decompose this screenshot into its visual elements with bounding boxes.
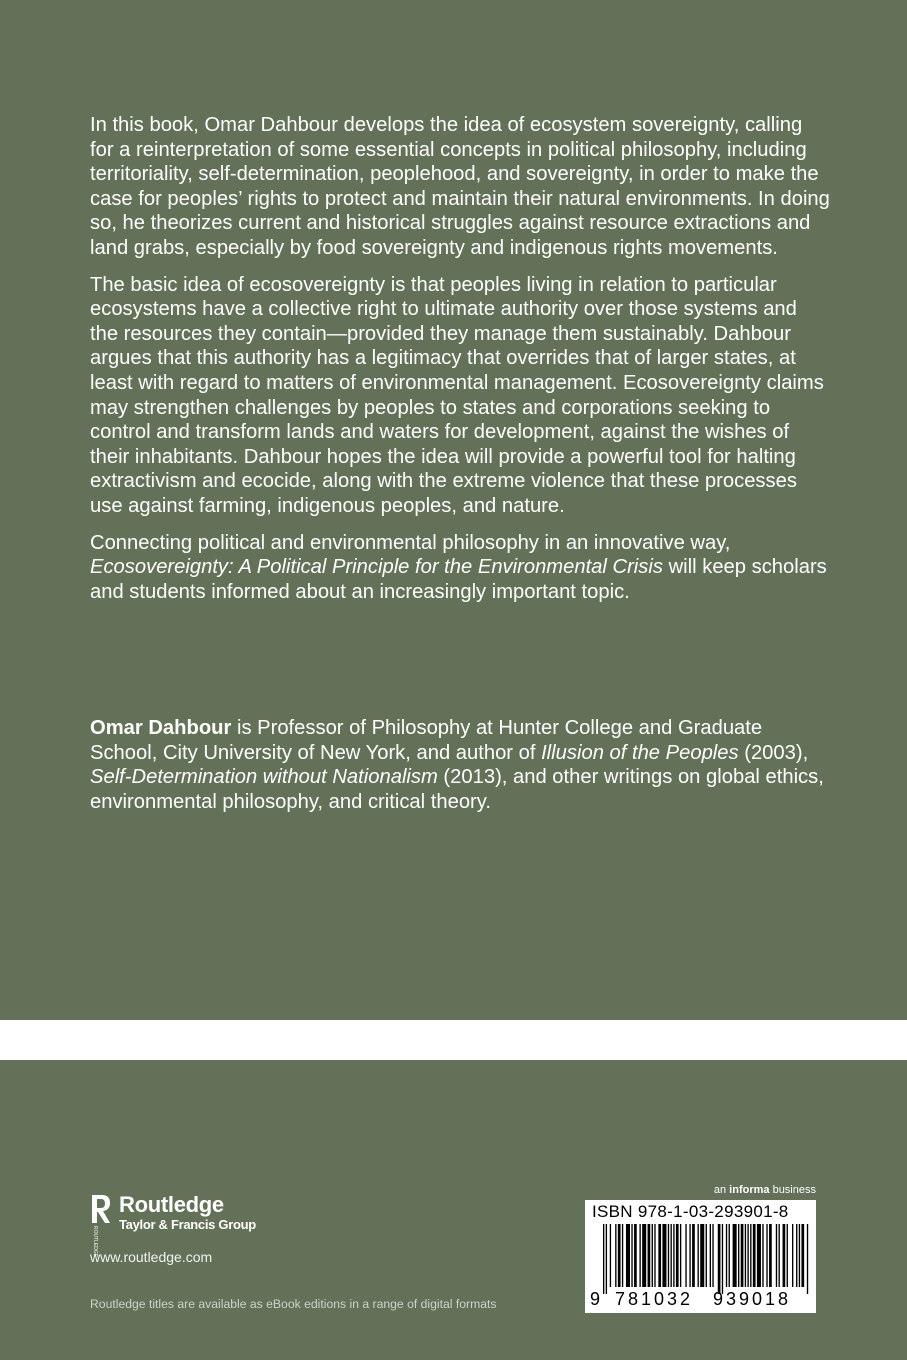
- barcode-bar: [610, 1224, 611, 1287]
- barcode-bar: [639, 1224, 640, 1287]
- barcode-bar: [769, 1224, 772, 1287]
- barcode-bar: [626, 1224, 630, 1287]
- barcode-bar: [676, 1224, 679, 1287]
- barcode-digits: [585, 1288, 816, 1310]
- bio-text-2: (2003),: [738, 741, 809, 764]
- barcode-bar: [733, 1224, 737, 1287]
- isbn-label: ISBN 978-1-03-293901-8: [592, 1202, 789, 1221]
- barcode-bar: [757, 1224, 761, 1287]
- barcode-bar: [652, 1224, 653, 1287]
- barcode-bar: [680, 1224, 681, 1287]
- publisher-website: www.routledge.com: [90, 1249, 213, 1265]
- barcode-bar: [642, 1224, 646, 1287]
- barcode-bar: [796, 1224, 797, 1287]
- barcode-bar: [671, 1224, 672, 1287]
- description-paragraph-2: The basic idea of ecosovereignty is that peoples living in relation to particular ecosystems have a collective right to ultimate authority over those systems and the resources they contain—provided they manage them sustainably. Dahbour argues that this authority has a legitimacy that overrides that of larger states, at least with regard to matters of environmental management. Ecosovereignty claims may strengthen challenges by peoples to states and corporations seeking to control and transform lands and waters for development, against the wishes of their inhabitants. Dahbour hopes the idea will provide a powerful tool for halting extractivism and ecocide, along with the extreme violence that these processes use against farming, indigenous peoples, and nature.: [90, 273, 824, 517]
- routledge-logo-icon: [90, 1193, 114, 1258]
- barcode-bar: [692, 1224, 695, 1287]
- barcode-bar: [658, 1224, 661, 1287]
- bio-text-3: (2013), and other writings on global ethics, environmental philosophy, and critical theory.: [90, 766, 824, 813]
- barcode-bar: [787, 1224, 788, 1287]
- barcode-bar: [673, 1224, 674, 1287]
- book-description: [90, 113, 830, 616]
- barcode-bar: [722, 1224, 723, 1294]
- barcode-bar: [779, 1224, 780, 1287]
- publisher-name: Routledge: [119, 1192, 224, 1217]
- barcode-bar: [745, 1224, 746, 1287]
- barcode-bar: [801, 1224, 804, 1287]
- svg-text:ROUTLEDGE: ROUTLEDGE: [92, 1226, 98, 1258]
- barcode-bar: [698, 1224, 699, 1287]
- publisher-group: Taylor & Francis Group: [119, 1217, 256, 1232]
- informa-suffix: business: [769, 1184, 816, 1196]
- paragraph-3-outro: will keep scholars and students informed about an increasingly important topic.: [90, 556, 827, 603]
- barcode-bar: [799, 1224, 800, 1287]
- barcode-bar: [648, 1224, 651, 1287]
- book-title-italic: Ecosovereignty: A Political Principle for the Environmental Crisis: [90, 556, 663, 579]
- barcode-bar: [706, 1224, 707, 1287]
- barcode-bar: [747, 1224, 748, 1287]
- bio-book-2: Self-Determination without Nationalism: [90, 766, 438, 789]
- author-name: Omar Dahbour: [90, 717, 232, 739]
- barcode-bar: [603, 1224, 604, 1294]
- barcode-bar: [606, 1224, 607, 1294]
- paragraph-3-intro: Connecting political and environmental philosophy in an innovative way,: [90, 531, 731, 554]
- bio-text-1: is Professor of Philosophy at Hunter College and Graduate School, City University of New York, and author of: [90, 717, 763, 764]
- barcode-bar: [710, 1224, 711, 1287]
- barcode-bar: [668, 1224, 669, 1287]
- barcode-bar: [615, 1224, 616, 1287]
- barcode-bar: [762, 1224, 763, 1287]
- white-band-divider: [0, 1020, 907, 1060]
- barcode-bar: [726, 1224, 727, 1287]
- barcode-bar: [685, 1224, 686, 1287]
- description-paragraph-3: [90, 531, 830, 605]
- barcode-bar: [662, 1224, 666, 1287]
- barcode-digits-left: 781032: [615, 1289, 694, 1309]
- barcode-digit-lead: 9: [590, 1289, 601, 1309]
- barcode-bar: [700, 1224, 704, 1287]
- barcode-bar: [729, 1224, 730, 1287]
- barcode-bar: [766, 1224, 767, 1287]
- informa-brand: informa: [729, 1184, 770, 1196]
- author-bio-text: [90, 716, 830, 814]
- barcode-bar: [738, 1224, 739, 1287]
- author-bio: [90, 716, 830, 814]
- barcode-bar: [807, 1224, 808, 1294]
- barcode-bar: [618, 1224, 621, 1287]
- barcode-bar: [718, 1224, 721, 1294]
- barcode-bar: [792, 1224, 793, 1287]
- barcode-bar: [783, 1224, 786, 1287]
- informa-business-tag: [710, 1183, 816, 1197]
- isbn-barcode: [585, 1200, 816, 1313]
- barcode-bar: [622, 1224, 623, 1287]
- bio-book-1: Illusion of the Peoples: [541, 741, 739, 764]
- routledge-logo-text: [119, 1193, 256, 1233]
- barcode-digits-right: 939018: [713, 1289, 792, 1309]
- informa-prefix: an: [713, 1184, 727, 1196]
- barcode-bar: [753, 1224, 756, 1287]
- barcode-bar: [776, 1224, 777, 1287]
- barcode-bar: [750, 1224, 751, 1287]
- barcode-bar: [741, 1224, 744, 1287]
- description-paragraph-1: In this book, Omar Dahbour develops the idea of ecosystem sovereignty, calling for a reinterpretation of some essential concepts in political philosophy, including territoriality, self-determination, peoplehood, and sovereignty, in order to make the case for peoples’ rights to protect and maintain their natural environments. In doing so, he theorizes current and historical struggles against resource extractions and land grabs, especially by food sovereignty and indigenous rights movements.: [90, 114, 830, 259]
- barcode-bar: [631, 1224, 632, 1287]
- barcode-bar: [634, 1224, 637, 1287]
- barcode-bar: [654, 1224, 655, 1287]
- ebook-availability-note: Routledge titles are available as eBook editions in a range of digital formats: [90, 1297, 497, 1311]
- barcode-bar: [712, 1224, 713, 1287]
- barcode-bar: [689, 1224, 690, 1287]
